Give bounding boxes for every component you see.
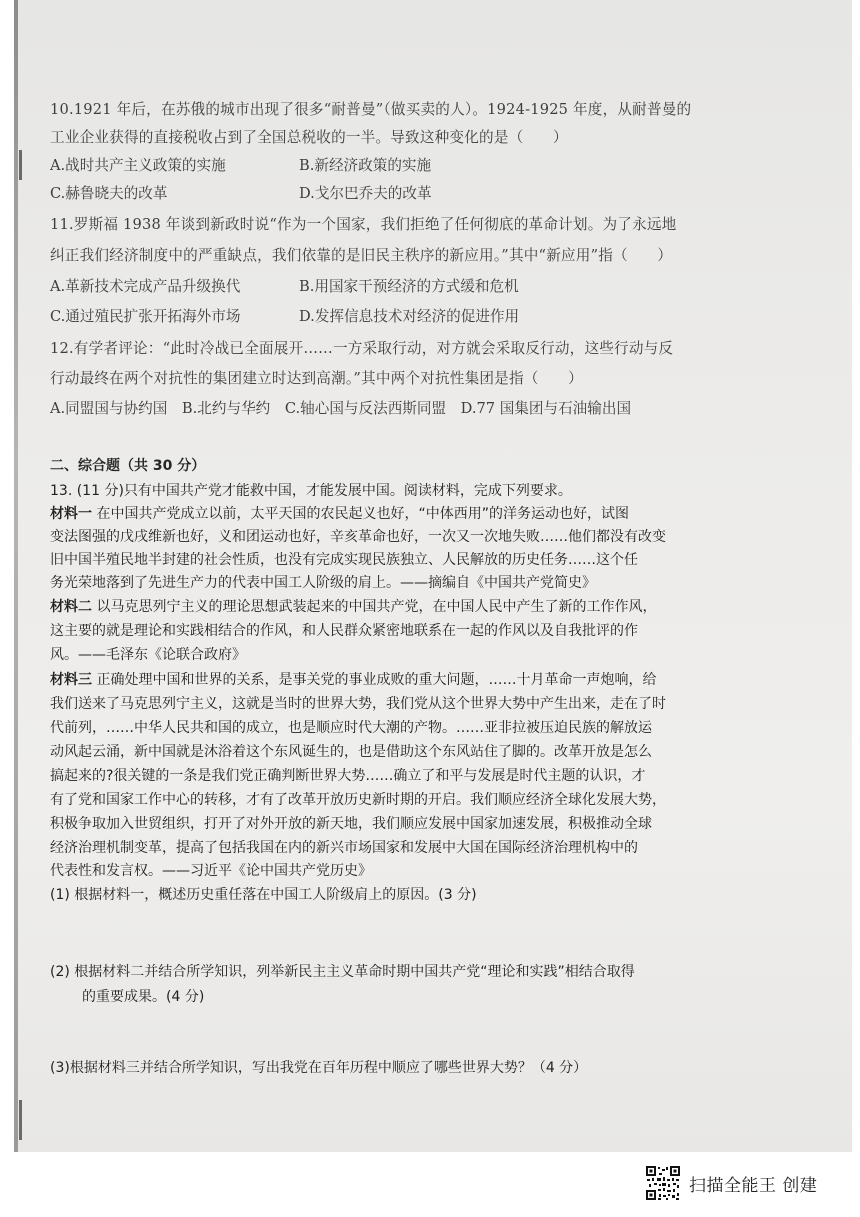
scanner-watermark	[645, 1165, 817, 1201]
material-2-line: 材料二 以马克思列宁主义的理论思想武装起来的中国共产党，在中国人民中产生了新的工作作风，	[50, 599, 657, 615]
q11-option-a: A.革新技术完成产品升级换代	[50, 278, 241, 295]
sub-question-1: (1) 根据材料一，概述历史重任落在中国工人阶级肩上的原因。(3 分)	[50, 887, 477, 903]
q12-options: A.同盟国与协约国 B.北约与华约 C.轴心国与反法西斯同盟 D.77 国集团与石油输出国	[50, 400, 632, 417]
material-1-line: 旧中国半殖民地半封建的社会性质，也没有完成实现民族独立、人民解放的历史任务……这个任	[50, 552, 638, 568]
material-3-line: 有了党和国家工作中心的转移，才有了改革开放历史新时期的开启。我们顺应经济全球化发展大势，	[50, 792, 666, 808]
sub-question-2-line2: 的重要成果。(4 分)	[82, 989, 205, 1005]
material-1-label: 材料一	[50, 506, 92, 522]
material-3-line: 积极争取加入世贸组织，打开了对外开放的新天地，我们顺应发展中国家加速发展，积极推动全球	[50, 816, 652, 832]
q11-line1: 11.罗斯福 1938 年谈到新政时说“作为一个国家，我们拒绝了任何彻底的革命计划。为了永远地	[50, 216, 677, 233]
material-3-line: 搞起来的?很关键的一条是我们党正确判断世界大势……确立了和平与发展是时代主题的认识，才	[50, 768, 646, 784]
q10-option-c: C.赫鲁晓夫的改革	[50, 185, 168, 202]
q10-line1: 10.1921 年后，在苏俄的城市出现了很多“耐普曼”（做买卖的人）。1924-1925 年度，从耐普曼的	[50, 101, 692, 118]
page-edge-shadow	[14, 0, 18, 1152]
material-1-line: 务光荣地落到了先进生产力的代表中国工人阶级的肩上。——摘编自《中国共产党简史》	[50, 575, 596, 591]
q11-line2: 纠正我们经济制度中的严重缺点，我们依靠的是旧民主秩序的新应用。”其中“新应用”指（ ）	[50, 247, 673, 264]
material-3-line: 代前列，……中华人民共和国的成立，也是顺应时代大潮的产物。……亚非拉被压迫民族的解放运	[50, 720, 652, 736]
material-1-line: 材料一 在中国共产党成立以前，太平天国的农民起义也好，“中体西用”的洋务运动也好，试图	[50, 506, 629, 522]
section-heading: 二、综合题（共 30 分）	[50, 458, 206, 474]
q11-option-d: D.发挥信息技术对经济的促进作用	[299, 308, 520, 325]
material-3-line: 经济治理机制变革，提高了包括我国在内的新兴市场国家和发展中大国在国际经济治理机构中的	[50, 840, 638, 856]
q10-option-b: B.新经济政策的实施	[299, 157, 432, 174]
scanned-page	[14, 0, 852, 1152]
qr-code-icon	[645, 1165, 681, 1201]
material-3-line: 代表性和发言权。——习近平《论中国共产党历史》	[50, 863, 372, 879]
material-3-line: 动风起云涌，新中国就是沐浴着这个东风诞生的，也是借助这个东风站住了脚的。改革开放是怎么	[50, 744, 652, 760]
q10-option-a: A.战时共产主义政策的实施	[50, 157, 226, 174]
q13-intro: 13. (11 分)只有中国共产党才能救中国，才能发展中国。阅读材料，完成下列要求。	[50, 483, 572, 499]
q10-line2: 工业企业获得的直接税收占到了全国总税收的一半。导致这种变化的是（ ）	[50, 129, 568, 146]
scanner-brand-text: 扫描全能王 创建	[689, 1175, 818, 1196]
q12-line2: 行动最终在两个对抗性的集团建立时达到高潮。”其中两个对抗性集团是指（ ）	[50, 370, 583, 387]
q10-option-d: D.戈尔巴乔夫的改革	[299, 185, 432, 202]
material-2-line: 风。——毛泽东《论联合政府》	[50, 647, 246, 663]
edge-mark	[19, 150, 22, 180]
q11-option-b: B.用国家干预经济的方式缓和危机	[299, 278, 519, 295]
material-3-line: 我们送来了马克思列宁主义，这就是当时的世界大势，我们党从这个世界大势中产生出来，走在了时	[50, 696, 666, 712]
q11-option-c: C.通过殖民扩张开拓海外市场	[50, 308, 241, 325]
material-3-label: 材料三	[50, 672, 92, 688]
material-3-line: 材料三 正确处理中国和世界的关系，是事关党的事业成败的重大问题，……十月革命一声炮响，给	[50, 672, 657, 688]
material-2-line: 这主要的就是理论和实践相结合的作风，和人民群众紧密地联系在一起的作风以及自我批评的作	[50, 623, 638, 639]
sub-question-3: (3)根据材料三并结合所学知识，写出我党在百年历程中顺应了哪些世界大势？（4 分）	[50, 1060, 588, 1076]
q12-line1: 12.有学者评论：“此时冷战已全面展开……一方采取行动，对方就会采取反行动，这些行动与反	[50, 340, 674, 357]
material-2-label: 材料二	[50, 599, 92, 615]
sub-question-2-line1: (2) 根据材料二并结合所学知识，列举新民主主义革命时期中国共产党“理论和实践”相结合取得	[50, 964, 635, 980]
edge-mark	[19, 1100, 22, 1140]
material-1-line: 变法图强的戊戌维新也好，义和团运动也好，辛亥革命也好，一次又一次地失败……他们都没有改变	[50, 529, 666, 545]
